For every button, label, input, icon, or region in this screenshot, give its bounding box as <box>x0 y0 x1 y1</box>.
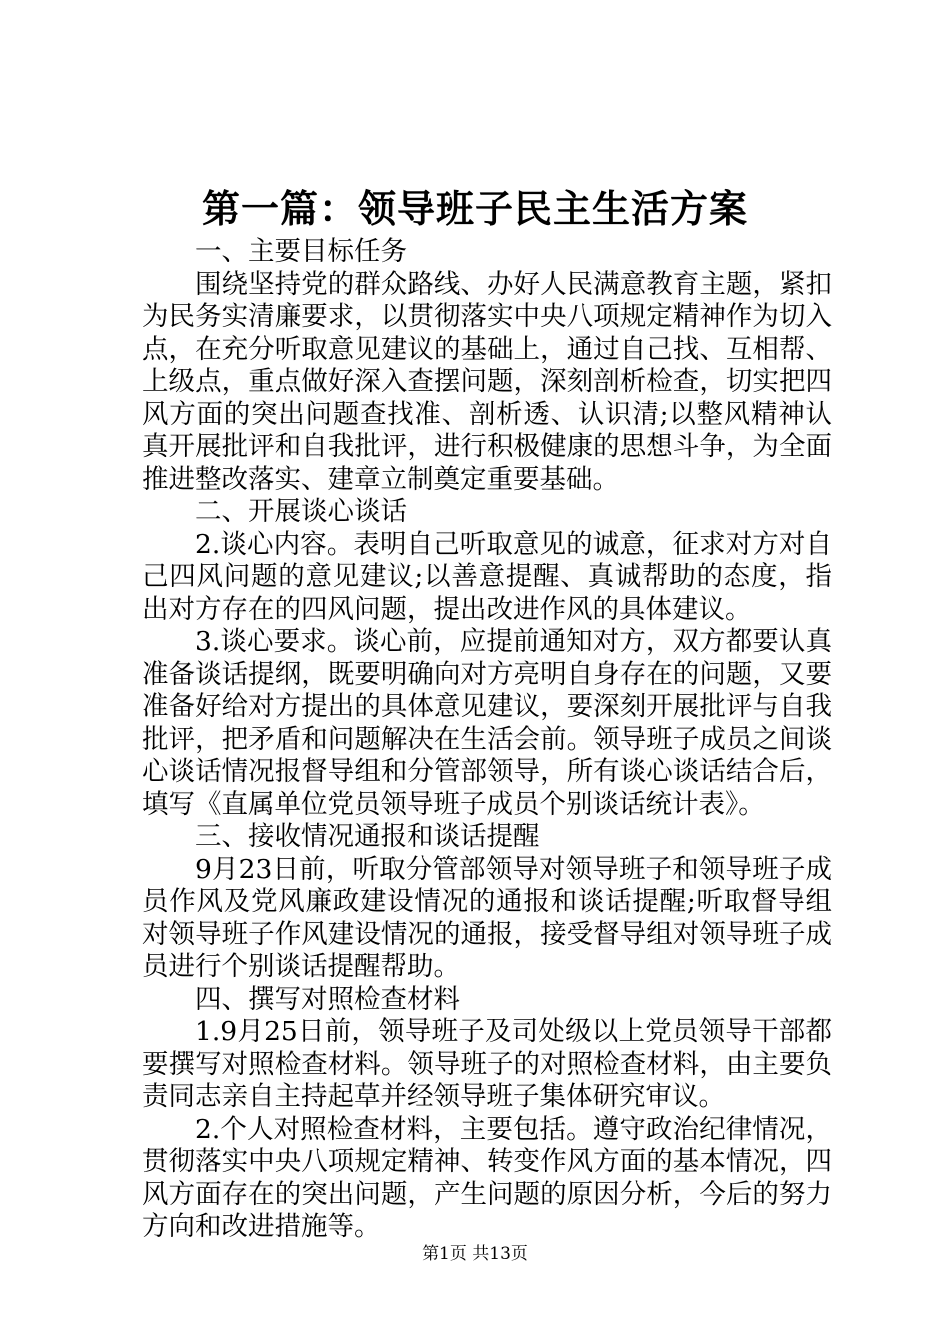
page-number-footer: 第1页 共13页 <box>422 1244 528 1264</box>
section-heading-1: 一、主要目标任务 <box>195 236 407 267</box>
page-title: 第一篇：领导班子民主生活方案 <box>201 186 748 231</box>
section-heading-3: 三、接收情况通报和谈话提醒 <box>195 821 540 852</box>
section-heading-4: 四、撰写对照检查材料 <box>195 983 460 1015</box>
section-heading-2: 二、开展谈心谈话 <box>195 496 407 527</box>
document-body <box>142 236 832 1244</box>
paragraph-briefing: 9月23日前，听取分管部领导对领导班子和领导班子成员作风及党风廉政建设情况的通报和谈话提醒;听取督导组对领导班子作风建设情况的通报，接受督导组对领导班子成员进行个别谈话提醒帮助。 <box>142 853 832 982</box>
paragraph-materials-1: 1.9月25日前，领导班子及司处级以上党员领导干部都要撰写对照检查材料。领导班子的对照检查材料，由主要负责同志亲自主持起草并经领导班子集体研究审议。 <box>142 1016 832 1112</box>
paragraph-talk-content: 2.谈心内容。表明自己听取意见的诚意，征求对方对自己四风问题的意见建议;以善意提醒、真诚帮助的态度，指出对方存在的四风问题，提出改进作风的具体建议。 <box>142 528 832 625</box>
paragraph-materials-2: 2.个人对照检查材料，主要包括。遵守政治纪律情况，贯彻落实中央八项规定精神、转变作风方面的基本情况，四风方面存在的突出问题，产生问题的原因分析，今后的努力方向和改进措施等。 <box>142 1113 832 1242</box>
paragraph-talk-requirements: 3.谈心要求。谈心前，应提前通知对方，双方都要认真准备谈话提纲，既要明确向对方亮明自身存在的问题，又要准备好给对方提出的具体意见建议，要深刻开展批评与自我批评，把矛盾和问题解决在生活会前。领导班子成员之间谈心谈话情况报督导组和分管部领导，所有谈心谈话结合后，填写《直属单位党员领导班子成员个别谈话统计表》。 <box>142 626 832 820</box>
paragraph-goals: 围绕坚持党的群众路线、办好人民满意教育主题，紧扣为民务实清廉要求，以贯彻落实中央八项规定精神作为切入点，在充分听取意见建议的基础上，通过自己找、互相帮、上级点，重点做好深入查摆问题，深刻剖析检查，切实把四风方面的突出问题查找准、剖析透、认识清;以整风精神认真开展批评和自我批评，进行积极健康的思想斗争，为全面推进整改落实、建章立制奠定重要基础。 <box>142 268 832 495</box>
